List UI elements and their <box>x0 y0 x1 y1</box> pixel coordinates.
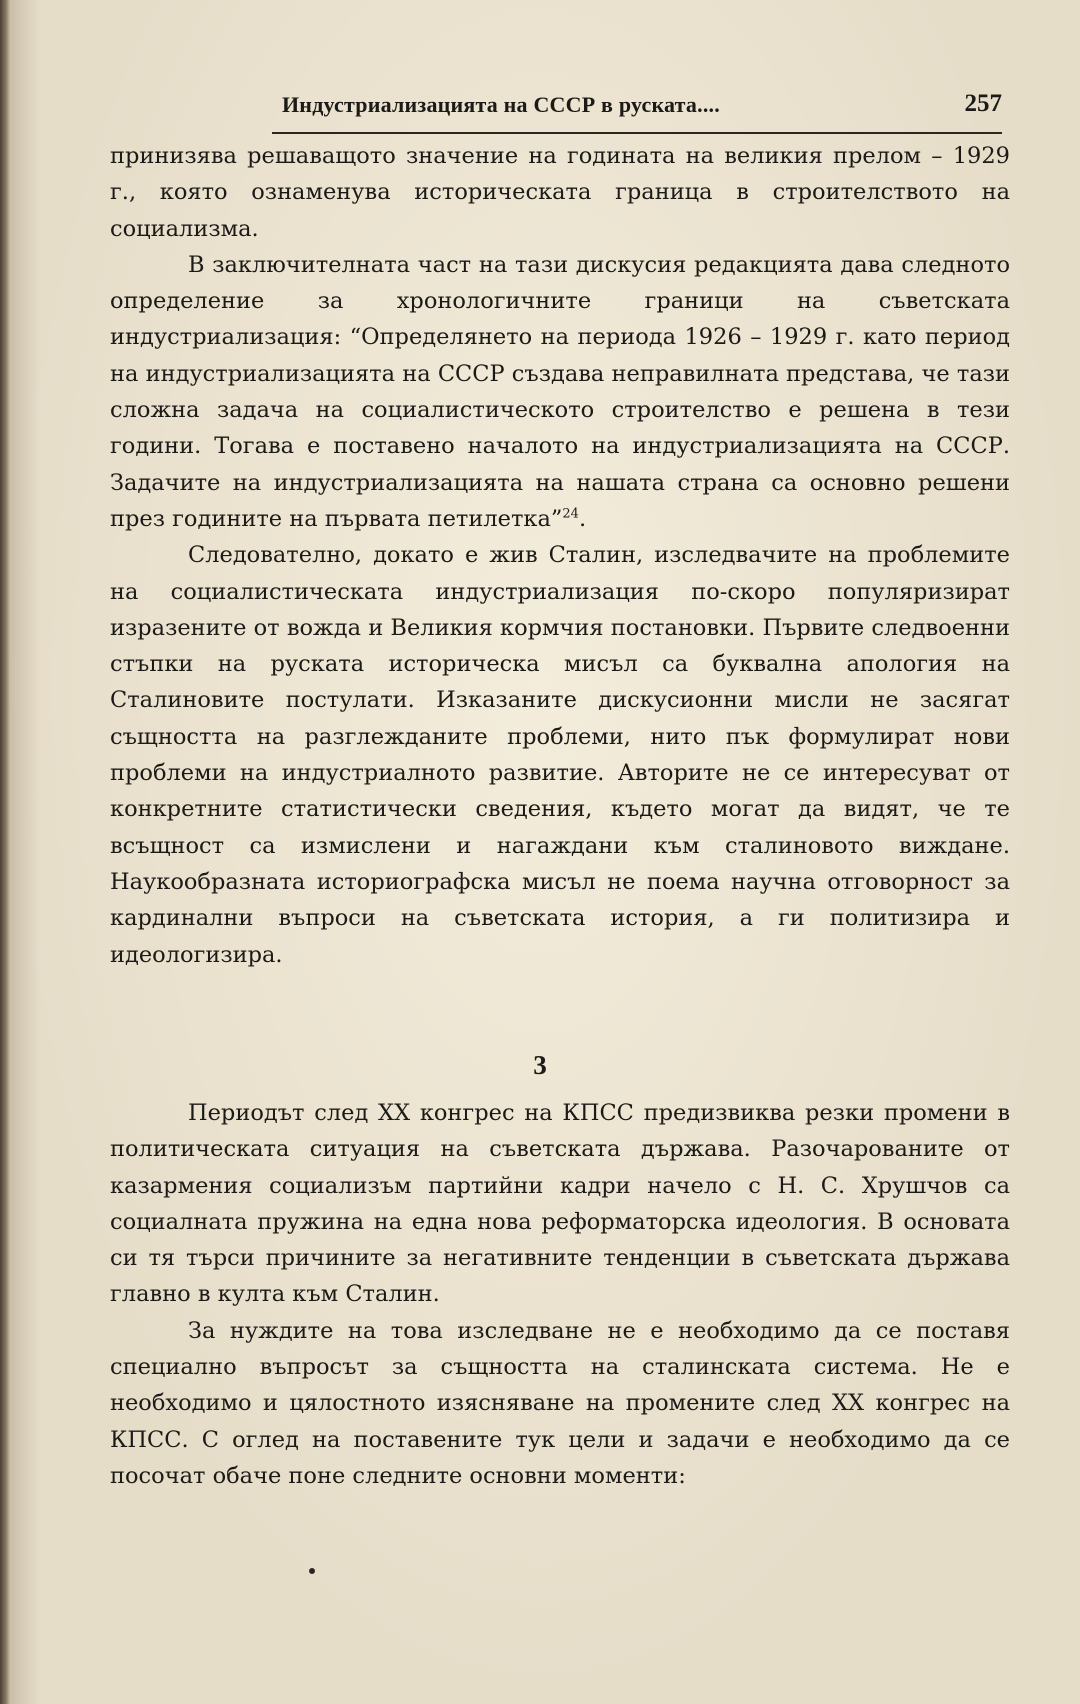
paragraph-text: В заключителната част на тази дискусия редакцията дава следното определение за хронологичните граници на съветската индустриализация: “Определянето на периода 1926 – 1929 г. като период на индустриализацията на СССР създава неправилната представа, че тази сложна задача на социалистическото строителство е решена в тези години. Тогава е поставено началото на индустриализацията на СССР. Задачите на индустриализацията на нашата страна са основно решени през годините на първата петилетка” <box>110 251 1010 532</box>
section-heading-number: 3 <box>533 1050 547 1080</box>
footnote-reference: 24 <box>562 506 579 522</box>
print-speck <box>309 1568 315 1574</box>
page-binding-edge <box>0 0 10 1704</box>
paragraph: За нуждите на това изследване не е необходимо да се поставя специално въпросът за същността на сталинската система. Не е необходимо и цялостното изясняване на промените след XX конгрес на КПСС. С оглед на поставените тук цели и задачи е необходимо да се посочат обаче поне следните основни моменти: <box>110 1317 1010 1489</box>
paragraph-text-end: . <box>578 505 587 532</box>
running-header-title: Индустриализацията на СССР в руската.... <box>282 92 720 117</box>
paragraph: Следователно, докато е жив Сталин, изследвачите на проблемите на социалистическата индустриализация по-скоро популяризират изразените от вожда и Великия кормчия постановки. Първите следвоенни стъпки на руската историческа мисъл са буквална апология на Сталиновите постулати. Изказаните дискусионни мисли не засягат същността на разглежданите проблеми, нито пък формулират нови проблеми на индустриалното развитие. Авторите не се интересуват от конкретните статистически сведения, където могат да видят, че те всъщност са измислени и нагаждани към сталиновото виждане. Наукообразната историографска мисъл не поема научна отговорност за кардинални въпроси на съветската история, а ги политизира и идеологизира. <box>110 542 1010 968</box>
paragraph: Периодът след XX конгрес на КПСС предизвиква резки промени в политическата ситуация на съветската държава. Разочарованите от казармения социализъм партийни кадри начело с Н. С. Хрушчов са социалната пружина на една нова реформаторска идеология. В основата си тя търси причините за негативните тенденции в съветската държава главно в култа към Сталин. <box>110 1100 1010 1308</box>
paragraph <box>110 247 1010 537</box>
section-1-text <box>110 138 1010 973</box>
page-number: 257 <box>964 90 1002 117</box>
running-header <box>272 88 1002 134</box>
paragraph: принизява решаващото значение на годината на великия прелом – 1929 г., която ознаменува историческата граница в строителството на социализма. <box>110 143 1010 242</box>
section-2-text <box>110 1095 1010 1494</box>
